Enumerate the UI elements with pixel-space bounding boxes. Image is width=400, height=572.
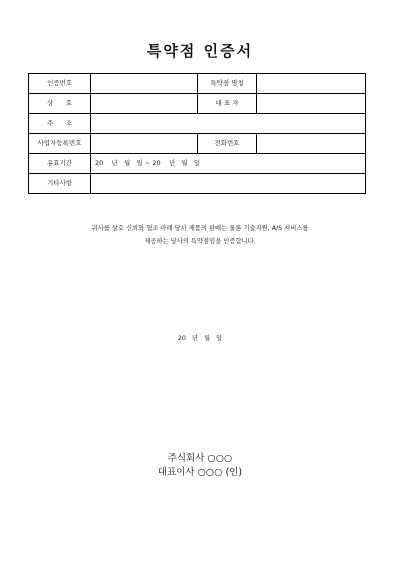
- statement-line-2: 제공하는 당사의 특약점임을 인증합니다.: [144, 238, 256, 245]
- business-registration-value: [91, 134, 198, 154]
- certificate-table: [28, 73, 366, 194]
- validity-period-value: 20 년 월 일 ~ 20 년 월 일: [91, 154, 366, 174]
- table-row: [29, 74, 366, 94]
- dealer-name-label: 특약점 명칭: [198, 74, 257, 94]
- issue-date: 20 년 월 일: [177, 335, 223, 342]
- table-row: [29, 94, 366, 114]
- phone-label: 전화번호: [198, 134, 257, 154]
- statement-line-1: 귀사를 상호 신뢰와 협조 아래 당사 제품의 판매는 물론 기술지원, A/S 서비스를: [91, 225, 309, 232]
- company-name-label: 상 호: [29, 94, 91, 114]
- validity-period-label: 유효기간: [29, 154, 91, 174]
- remarks-label: 기타사항: [29, 174, 91, 194]
- dealer-name-value: [257, 74, 366, 94]
- certification-statement: [0, 222, 400, 248]
- issuer-company: 주식회사 ○○○: [167, 453, 233, 464]
- phone-value: [257, 134, 366, 154]
- certificate-number-label: 인증번호: [29, 74, 91, 94]
- document-title: 특약점 인증서: [146, 42, 254, 60]
- table-row: [29, 114, 366, 134]
- issuer-ceo-signature: 대표이사 ○○○ (인): [157, 467, 243, 478]
- company-name-value: [91, 94, 198, 114]
- table-row: [29, 134, 366, 154]
- table-row: [29, 154, 366, 174]
- address-label: 주 소: [29, 114, 91, 134]
- certificate-number-value: [91, 74, 198, 94]
- address-value: [91, 114, 366, 134]
- business-registration-label: 사업자등록번호: [29, 134, 91, 154]
- table-row: [29, 174, 366, 194]
- representative-value: [257, 94, 366, 114]
- representative-label: 대 표 자: [198, 94, 257, 114]
- remarks-value: [91, 174, 366, 194]
